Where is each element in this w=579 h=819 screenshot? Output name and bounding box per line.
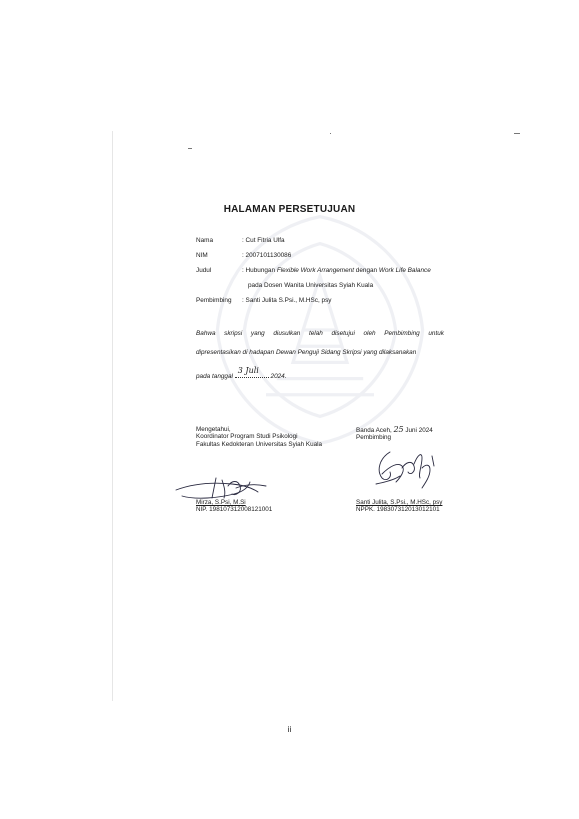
field-value: : 2007101130086 xyxy=(242,252,292,259)
scan-speck xyxy=(188,148,192,149)
date-prefix: pada tanggal xyxy=(196,373,235,380)
word: skripsi xyxy=(224,330,243,337)
date-suffix: 2024. xyxy=(268,373,287,380)
right-signatory-name: Santi Julita, S.Psi., M.HSc, psy xyxy=(356,499,443,506)
left-sign-line-1: Mengetahui, xyxy=(196,426,231,433)
statement-line-1 xyxy=(196,330,444,337)
field-judul xyxy=(196,267,431,274)
judul-line-2: pada Dosen Wanita Universitas Syiah Kuala xyxy=(248,282,374,289)
date-place: Banda Aceh, xyxy=(356,427,394,434)
judul-italic-2: Work Life Balance xyxy=(378,267,431,274)
right-handwritten-signature xyxy=(372,444,442,494)
word: oleh xyxy=(363,330,376,337)
judul-italic-1: Flexible Work Arrangement xyxy=(276,267,355,274)
handwritten-date: 3 Juli xyxy=(237,366,259,375)
page-number: ii xyxy=(287,725,292,734)
judul-prefix: : Hubungan xyxy=(242,267,277,274)
right-signatory-id: NPPK. 198307312013012101 xyxy=(356,506,440,514)
left-handwritten-signature xyxy=(172,474,272,506)
statement-line-2: dipresentasikan di hadapan Dewan Penguji Sidang Skripsi yang dilaksanakan xyxy=(196,349,417,356)
word: untuk xyxy=(428,330,444,337)
field-label: Pembimbing xyxy=(196,297,232,304)
word: diusulkan xyxy=(273,330,301,337)
field-label: NIM xyxy=(196,252,208,259)
word: yang xyxy=(250,330,265,337)
right-sign-date-line xyxy=(356,426,433,434)
field-label: Judul xyxy=(196,267,212,274)
field-nim xyxy=(196,252,291,259)
right-signature-block xyxy=(356,426,433,442)
field-value: : Santi Julita S.Psi., M.HSc, psy xyxy=(242,297,332,304)
date-month-year: Juni 2024 xyxy=(403,427,433,434)
left-signatory-id: NIP. 198107312008121001 xyxy=(196,506,273,514)
field-nama xyxy=(196,237,285,244)
word: disetujui xyxy=(331,330,355,337)
handwritten-day: 25 xyxy=(393,425,404,434)
left-signature-block xyxy=(196,426,322,448)
right-signatory xyxy=(356,499,442,514)
field-label: Nama xyxy=(196,237,214,244)
word: Bahwa xyxy=(196,330,216,337)
field-value: : Cut Fitria Ulfa xyxy=(242,237,285,244)
left-signatory-name: Mirza, S.Psi, M.Si xyxy=(196,499,246,506)
word: Pembimbing xyxy=(384,330,420,337)
scan-speck xyxy=(514,133,520,134)
word: telah xyxy=(308,330,323,337)
statement-line-3 xyxy=(196,366,287,380)
right-sign-role: Pembimbing xyxy=(356,434,391,442)
judul-middle: dengan xyxy=(354,267,379,274)
left-sign-line-2: Koordinator Program Studi Psikologi xyxy=(196,433,298,441)
date-fill-line xyxy=(235,366,269,378)
field-pembimbing xyxy=(196,297,332,304)
scan-speck xyxy=(330,133,331,134)
left-sign-line-3: Fakultas Kedokteran Universitas Syiah Kuala xyxy=(196,440,323,448)
page-title: HALAMAN PERSETUJUAN xyxy=(223,204,356,215)
